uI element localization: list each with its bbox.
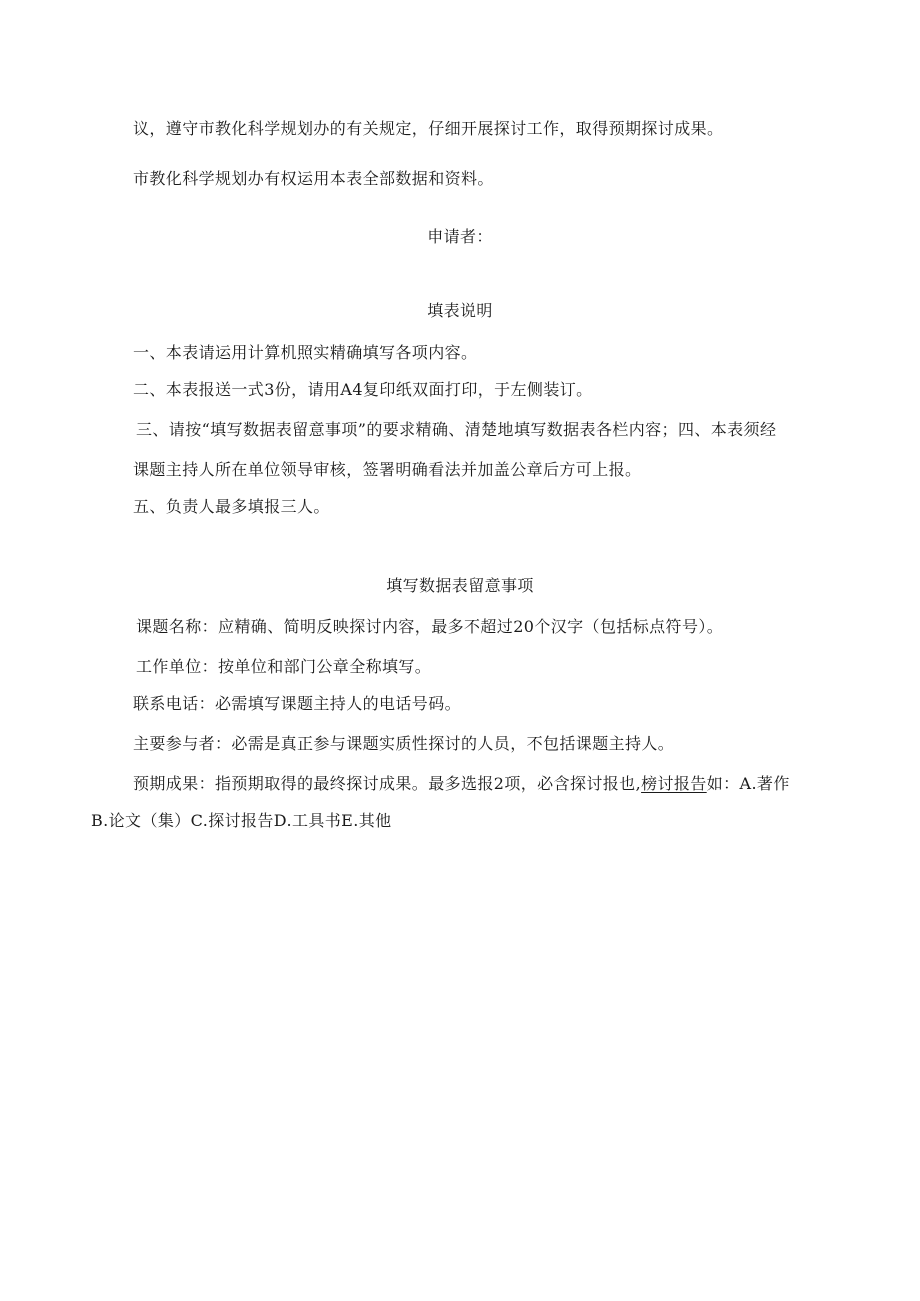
instruction-item-5: 五、负责人最多填报三人。 — [133, 497, 330, 516]
note-topic-name: 课题名称：应精确、简明反映探讨内容，最多不超过20个汉字（包括标点符号）。 — [136, 617, 724, 636]
note-outcomes-line-1 — [133, 774, 790, 794]
note-participants: 主要参与者：必需是真正参与课题实质性探讨的人员，不包括课题主持人。 — [133, 734, 675, 753]
instruction-item-2: 二、本表报送一式3份，请用A4复印纸双面打印，于左侧装订。 — [133, 380, 593, 399]
intro-line-1: 议，遵守市教化科学规划办的有关规定，仔细开展探讨工作，取得预期探讨成果。 — [133, 119, 724, 138]
instruction-item-1: 一、本表请运用计算机照实精确填写各项内容。 — [133, 343, 478, 362]
intro-line-2: 市教化科学规划办有权运用本表全部数据和资料。 — [133, 169, 494, 188]
instruction-item-3-line-1: 三、请按“填写数据表留意事项”的要求精确、清楚地填写数据表各栏内容；四、本表须经 — [136, 420, 777, 439]
note-outcomes-part-1: 预期成果：指预期取得的最终探讨成果。最多选报2项，必含探讨报也, — [133, 774, 642, 793]
applicant-label: 申请者： — [427, 227, 493, 246]
note-outcomes-part-2: 如：A.著作 — [706, 774, 790, 793]
notes-title: 填写数据表留意事项 — [386, 576, 534, 595]
note-work-unit: 工作单位：按单位和部门公章全称填写。 — [136, 657, 432, 676]
note-phone: 联系电话：必需填写课题主持人的电话号码。 — [133, 694, 462, 713]
note-outcomes-line-2: B.论文（集）C.探讨报告D.工具书E.其他 — [91, 811, 392, 830]
note-outcomes-underlined: 榜讨报告 — [641, 774, 707, 793]
instruction-item-3-line-2: 课题主持人所在单位领导审核，签署明确看法并加盖公章后方可上报。 — [133, 460, 642, 479]
instructions-title: 填表说明 — [427, 301, 493, 320]
